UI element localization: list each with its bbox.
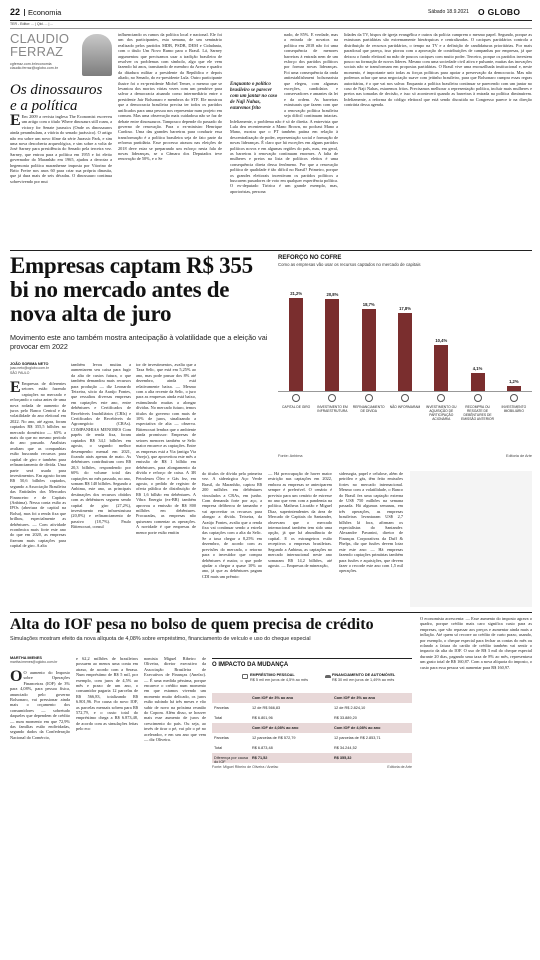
chart-bar <box>362 309 376 391</box>
dropcap: O <box>10 670 23 685</box>
row-label: Parcelas <box>214 736 229 740</box>
chart-value-label: 17,8% <box>399 305 411 311</box>
column-text-1 <box>10 114 112 246</box>
chart-source: Fonte: Anbima <box>278 454 303 458</box>
iof-text-2: e 62,2 milhões de brasileiros possuem ao menos uma conta em atraso, de acordo com a Serasa. Num empréstimo de R$ 5 mil, por exemplo, com juros de 4,5% ao mês e prazo de um ano, o consumidor pagaria 12 parcelas de R$ 566,83, totalizando R$ 6.801,96. Por causa do novo IOF, as parcelas mensais sobem para R$ 572,79, e o custo total do empréstimo chega a R$ 6.873,48, de acordo com as simulações feitas pelo eco <box>76 656 138 732</box>
iof-col1-title: EMPRÉSTIMO PESSOAL <box>250 673 295 677</box>
category-icon <box>292 394 300 402</box>
chart-baseline <box>278 391 532 392</box>
iof-col2-value: R$ 30 mil em juros de 1,49% ao mês <box>332 678 395 682</box>
row-value-car: R$ 34.244,52 <box>334 746 357 750</box>
table-row <box>212 723 412 733</box>
story-paragraph: Empresas de diferentes setores estão fazendo captações no mercado e reforçando o caixa antes de uma nova rodada de aumento de juros pelo Banco Central e da volatilidade do ano eleitoral em 2022. No ano, até agora, foram captados R$ 355,5 bilhões no mercado doméstico — 65% a mais do que no mesmo período do ano passado. Analistas avaliam que as companhias estão buscando recursos para capital de giro e também para refinanciamento de dívida. Uma parte será usada para investimentos. Em agosto foram R$ 50,6 bilhões captados, segundo a Associação Brasileira das Entidades dos Mercados Financeiro e de Capitais (Anbima). Nessa conta estão as IPOs (abertura de capital na Bolsa), mas foi a renda fixa que brilhou, especialmente as debêntures. — Com atividade econômica mais forte este ano do que em 2020, as empresas fizeram mais captações para capital de giro. A alta <box>10 381 66 549</box>
author-first-name: CLAUDIO <box>10 31 70 46</box>
chart-value-label: 18,7% <box>362 301 375 307</box>
chart-value-label: 1,2% <box>509 378 519 384</box>
row-label: Total <box>214 716 223 720</box>
column-title-2: e a política <box>10 98 78 114</box>
chart-subtitle: Como as empresas vão usar os recursos captados no mercado de capitais <box>278 262 421 267</box>
iof-table-source: Fonte: Miguel Ribeiro de Oliveira / Anefac <box>212 765 279 769</box>
page-header <box>10 7 532 21</box>
byline-name: JOÃO SORIMA NETO <box>10 362 49 366</box>
chart-category-label: INVESTIMENTO OU AQUISIÇÃO DE PARTICIPAÇÃO ACIONÁRIA <box>426 405 457 421</box>
byline-city: SÃO PAULO <box>10 371 30 375</box>
iof-headline: Alta do IOF pesa no bolso de quem precisa de crédito <box>10 616 374 633</box>
category-icon <box>474 394 482 402</box>
chart-title: REFORÇO NO COFRE <box>278 255 342 261</box>
chart-value-label: 20,8% <box>326 292 339 298</box>
column-title-1: Os dinossauros <box>10 82 103 98</box>
wallet-icon <box>242 674 248 679</box>
iof-text-3: nomista Miguel Ribeiro de Oliveira, diretor executivo da Associação Brasileira de Executivos de Finanças (Anefac). — É uma medida péssima, porque encarece o crédito num momento em que estamos vivendo um momento muito delicado, os juros estão subindo há três meses e vão subir de novo na próxima reunião do Copom. Além disso, se houver mais esse aumento de juros de crescimento do país. Ou seja, ao invés de tirar o pé, vai pôr o pé no acelerador, e em um ano que vem — diz Oliveira. <box>144 656 206 743</box>
story-text-1 <box>10 381 66 607</box>
row-value-loan: R$ 6.873,48 <box>252 746 273 750</box>
story-text-6: siderurgia, papel e celulose, além de petróleo e gás, têm feito emissões fortes no mercado internacional. Mesmo com a volatilidade, o Banco do Brasil fez uma captação externa de US$ 750 milhões na semana passada. Há algumas semanas, em três operações, as empresas brasileiras levantaram US$ 2,7 bilhões lá fora, afirmam os especialistas do Santander. Alexandre Pavanini, diretor de Finanças Corporativas da Duff & Phelps, diz que fusões devem lotar este este ano: — Há empresas fazendo captações primárias também para fusões e aquisições, que devem fazer o recorde este ano com 1,5 mil operações. <box>339 471 403 574</box>
row-value-loan: Com IOF de 4,08% ao ano <box>252 726 299 730</box>
category-icon <box>510 394 518 402</box>
chart-bar <box>471 373 485 391</box>
chart-category-label: INVESTIMENTO EM INFRAESTRUTURA <box>317 405 348 413</box>
chart-category-label: RECOMPRA OU RESGATE DE DEBÊNTURES DE EMISSÃO ANTERIOR <box>461 405 494 421</box>
chart-bar <box>289 298 303 391</box>
section-rule-1 <box>10 250 532 251</box>
author-last-name: FERRAZ <box>10 44 64 59</box>
iof-paragraph: O aumento do Imposto sobre Operações Financeiras (IOF) de 3% para 4,08%, para pessoa física, anunciado pelo governo Bolsonaro, vai pressionar ainda mais o orçamento dos consumidores — sobretudo daqueles que dependem de crédito — num momento em que 72,9% das famílias estão endividadas, segundo dados da Confederação Nacional do Comércio, <box>10 670 70 740</box>
header-divider <box>24 9 25 16</box>
column-text-4: lidades da TV, bispos de igreja evangélica e outros da polícia cumprem o mesmo papel. Segundo, porque as estruturas partidárias são extremamente hierárquicas e centralizadas. O caciques partidários controla a distribuição de recursos partidários, o tempo na TV e a definição de candidaturas prioritárias. Por mais paradoxal que pareça, isso piorou com a aprovação de contribuições de campanhas por empresas, já que deixou o fundo eleitoral na mão de poucos caciques com muito poder. Terceiro, porque os partidos investem pouco na formação de novos líderes. Mesmo com uma sociedade civil ativa e pulsante, muitas das inovações sociais não se transformam em propostas partidárias. O Brasil vive uma encruzilhada institucional e, neste momento, é importante unir todas as forças políticas para apoiar a preservação da democracia. Mas não podemos achar que uma negociação suave com jeitinho brasileiro, para que Bolsonaro cumpra essas regras autoritárias, é o que vai nos salvar. Enquanto a política brasileira continuar se parecendo com um jantar no caso de Naji Nahas, estaremos fritos. Precisamos melhorar a representação política, incluir mais mulheres e pretos nas tomadas de decisão, e isso só acontecerá quando as barreiras à entrada na política diminuírem. Infelizmente, a reforma do código eleitoral que está sendo discutida no Congresso parece ir na direção contrária dessa agenda. <box>344 32 532 108</box>
chart-value-label: 10,4% <box>435 338 448 344</box>
iof-col2-title: FINANCIAMENTO DE AUTOMÓVEL <box>332 673 396 677</box>
chart-category-label: NÃO INFORMARAM <box>389 405 421 409</box>
section-rule-2 <box>10 612 532 613</box>
iof-table-box <box>212 658 412 838</box>
logo: O GLOBO <box>478 7 521 17</box>
story-paragraph: também levou muitas a aumentarem seu caixa para fugir da alta de custos futura, o que também demandou mais recursos para produção — diz Leonardo Teixeira, sócio da Araújo Fontes, que ressaltou diversas empresas em captações este ano, entre debêntures e Certificados de Recebíveis Imobiliários (CRIs) e Certificados de Recebíveis do Agronegócio (CRAs). COMPANHIAS MENORES Com papéis de renda fixa, foram captados R$ 34,1 bilhões em agosto, o segundo melhor desempenho mensal em 2021, ficando atrás apenas de maio. As debêntures contribuíram com R$ 20,3 bilhões, respondendo por 60% do volume total das captações no mês passado, no ano, somam R$ 140 bilhões. Segundo a Anbima, este ano, as principais destinações dos recursos obtidos com as debêntures seguem sendo capital de giro (27,2%), investimento em infraestrutura (20,8%) e refinanciamento de passivo (18,7%). Paulo Bittencourt, consul <box>71 362 131 530</box>
iof-col2-header <box>332 673 412 682</box>
chart-bar <box>325 299 339 391</box>
column-paragraph: Em 2009 a revista inglesa The Economist escreveu um artigo com o título Where dinosaurs still roam, a victory for Senate jurassics (Onde os dinossauros ainda perambulam, a vitória do senado jurássico). O artigo não era sobre um novo filme da série Jurassic Park, e sim uma nova descoberta arqueológica, e sim sobre a volta de José Sarney para presidência do Senado pela terceira vez. Sarney, que entrou para a política em 1955 e foi eleito governador do Maranhão em 1965, ajudou a derrotar a hegemonia política maranhense imposta por Vitorino de Brito Freire nos anos 60 para criar sua própria dinastia, que já dura mais de seis décadas. O dinossauro continua sobrevivendo por mui <box>10 114 112 184</box>
story-text-5: — Há preocupação de haver maior restrição nas captações em 2022, embora as empresas se anteciparem sempre é preferível. O cenário é previsto para um cenário de estresse no ano que vem com a pandemia na política. Matheus Licarião e Miguel Diaz, superintendentes da área de Mercado de Capitais do Santander, observam que o mercado internacional também tem sido uma opção, já que há abundância de capital. E os estrangeiros estão receptivos a empresas brasileiras. Segundo a Anbima, as captações no mercado internacional neste ano somaram R$ 14,2 bilhões, até agosto. — Empresas de mineração, <box>268 471 332 568</box>
chart-bar <box>434 345 448 391</box>
header-date: Sábado 18.9.2021 <box>428 9 469 15</box>
row-value-loan: Com IOF de 3% ao ano <box>252 696 294 700</box>
dropcap: E <box>10 381 21 396</box>
table-row <box>212 703 412 713</box>
row-value-car: R$ 33.889,20 <box>334 716 357 720</box>
row-value-car: Com IOF de 4,08% ao ano <box>334 726 381 730</box>
chart-bar <box>398 313 412 391</box>
row-value-loan: R$ 71,52 <box>252 756 268 760</box>
byline-email: joao.neto@oglobo.com.br <box>10 366 49 370</box>
iof-byline <box>10 656 70 664</box>
column-text-2: influenciando os rumos da política local e nacional. Ele foi um dos participantes, esta semana, de um seminário realizado pelos partidos MDB, PSDB, DEM e Cidadania, com o título Um Novo Rumo para o Brasil. Lá, Sarney argumentou que precisamos usar a tradição brasileira de resolver os problemas com símbolo, algo que ele vem fazendo há anos, transitando de membro da Arena e quadro da ditadura militar a presidente da República e depois aliado, no Senado, do ex-presidente Lula. Outro participante ilustre foi o ex-presidente Michel Temer, o mesmo que se levantou dos mortos várias vezes com um pendrive para salvar a democracia atuando como intermediário entre o presidente Jair Bolsonaro e membros do STF. Ele mostrou que a democracia brasileira precisa ter todos os partidos unificados para uma pessoa nos representar num projeto em comum. Mas uma observação mais cuidadosa não se faz de debate entre dinossauros. Tampouco depende do passado do governo de renovação. Para o ex-ministro Henrique Cardoso. Uma das grandes barreiras para conduzir essa transformação é a política brasileira seja de fato parte da reforma partidária. Esse processo atrasou nas eleições de 2018 deve estar se preparando um esforço nesta fala de novas lideranças, se a Câmara dos Deputados teve renovação de 50%, e o Se <box>118 32 222 162</box>
author-site: cgferraz.com.br/economia <box>10 62 52 66</box>
main-byline <box>10 362 50 375</box>
row-label: Parcelas <box>214 706 229 710</box>
row-value-car: R$ 355,32 <box>334 756 352 760</box>
chart-credit: Editoria de Arte <box>506 454 532 458</box>
author-photo <box>82 34 112 76</box>
chart-category-label: REFINANCIAMENTO DE DÍVIDA <box>352 405 385 413</box>
chart-value-label: 4,1% <box>472 365 483 371</box>
chart-category-label: INVESTIMENTO IMOBILIÁRIO <box>501 405 527 413</box>
category-icon <box>437 394 445 402</box>
column-paragraph: nado, de 85%. E verdade, mas a entrada de novatos na política em 2018 não foi uma consequência de menores barreiras à entrada nem de um esforço dos partidos políticos por formar novas lideranças. Foi uma consequência da onda antiestablishment bolsonarista que elegeu, com algumas exceções, candidatos e conservadores e amantes da lei e da ordem. As barreiras estruturais que fazem com que a renovação política brasileira seja difícil continuam intactas. Infelizmente, o problema não é só de direita. A entrevista que Lula deu recentemente a Mano Brown, no podcast Mano a Mano, mostra que o PT também patina em relação à descentralização de poder, representação social e formação de novas lideranças. É claro que há exceções em alguns partidos políticos novos e em algumas regiões do país, mas, em geral, as barreiras à renovação continuam enormes. A falta de mulheres e pretos na lista de políticos eleitos é uma consequência direta dessa fenômeno. Por que a renovação política de qualidade é tão difícil no Brasil? Primeiro, porque os grandes eleitorais incentivam os partidos políticos a buscarem puxadores de voto em qualquer experiência política. O ex-deputado Tiririca é um grande exemplo, mas, aportoristas, persona <box>230 32 338 194</box>
category-icon <box>328 394 336 402</box>
header-rule <box>10 20 532 21</box>
credits-line: TER - Editor: ... | Qtd. ... | ... <box>10 22 54 26</box>
column-text-3 <box>230 32 338 246</box>
chart-plot <box>278 273 532 443</box>
iof-table-title: O IMPACTO DA MUDANÇA <box>212 662 289 668</box>
byline-name: MARTHA IMENES <box>10 656 42 660</box>
author-email: claudio.ferraz@oglobo.com.br <box>10 66 58 70</box>
iof-subhead: Simulações mostram efeito da nova alíquota de 4,08% sobre empréstimo, financiamento de veículo e uso do cheque especial <box>10 636 311 642</box>
row-value-loan: 12 de R$ 566,83 <box>252 706 281 710</box>
chart-category-label: CAPITAL DE GIRO <box>282 405 311 409</box>
row-value-car: 12 de R$ 2.824,10 <box>334 706 366 710</box>
main-headline: Empresas captam R$ 355 bi no mercado antes de nova alta de juro <box>10 253 253 326</box>
iof-col1-header <box>250 673 326 682</box>
story-text-2 <box>71 362 131 607</box>
row-value-loan: 12 parcelas de R$ 572,79 <box>252 736 296 740</box>
iof-table-credit: Editoria de Arte <box>387 765 412 769</box>
table-row <box>212 743 412 753</box>
byline-email: martha.imenes@oglobo.com.br <box>10 660 58 664</box>
row-label: Diferença por causa do IOF <box>214 756 248 764</box>
iof-text-4: O economista acrescenta: — Esse aumento do imposto agrava o quadro, porque crédito mais caro significa custo para as empresas, que vão repassar aos preços e aumentar ainda mais a inflação. Até quem só recorre ao crédito de curto prazo, usando, por exemplo, o cheque especial para fechar as contas do mês ou rolando a fatura do cartão de crédito também vai sentir o impacto da alta do IOF. O uso de R$ 3 mil do cheque especial durante 20 dias, pagando uma taxa de 8% ao mês, representava um gasto total de R$ 160,87. Com a nova alíquota do imposto, o custo para essa pessoa vai aumentar para R$ 160,97. <box>420 616 532 670</box>
table-row <box>212 753 412 763</box>
row-value-car: 12 parcelas de R$ 2.853,71 <box>334 736 381 740</box>
pull-quote: Enquanto o político brasileiro se parecer com um jantar no caso de Naji Nahas, estaremos frito <box>230 82 278 111</box>
category-icon <box>401 394 409 402</box>
iof-col1-value: R$ 5 mil em juros de 4,5% ao mês <box>250 678 309 682</box>
car-icon <box>325 675 331 678</box>
main-subhead: Movimento este ano também mostra antecipação à volatilidade que a eleição vai provocar em 2022 <box>10 333 268 351</box>
section-name: Economia <box>28 8 62 17</box>
row-value-loan: R$ 6.801,96 <box>252 716 273 720</box>
story-text-3: tor de investimentos, avalia que a Taxa Selic, que está em 5,25% ao ano, mas pode passar dos 8% até dezembro, ainda está relativamente baixa. — Mesmo com a alta recente da Selic, o juro para as empresas ainda está baixo, estimulando muitas a alongar dívidas. No mercado futuro, temos títulos do governo com mais de 10% de juros, sinalizando a expectativa de alta — observa. Bittencourt lembra que o ambiente ainda promissor: Empresas de setores menores também se Selic maior encarece as captações. Entre as empresas está a Via (antiga Via Varejo), que aproveitou este mês a emissão de R$ 1 bilhão em debêntures, para alongamento da dívida e reforço de caixa. A 3R Petroleum Óleo e Gás fez, em agosto, o pedido de registro de oferta pública de distribuição de R$ 1,6 bilhão em debêntures. A Vibra Energia (ex-BR) também aprovou a emissão de R$ 800 milhões em debêntures. Procuradas, as empresas não quiseram comentar as operações. A novidade é que empresas de menor porte estão emitin <box>136 362 196 535</box>
story-text-4: do títulos de dívida pela primeira vez. A siderúrgica Aço Verde Brasil, do Maranhão, captou R$ 200 milhões em debêntures vinculados a CRAs, em junho. Com demanda forte por aço, a empresa deliberou de tamanho e vai aproveitar os recursos para alongar a dívida. Teixeira, da Araújo Fontes, avalia que a renda fixa vai continuar sendo a estrela das captações com a alta da Selic. Se a taxa chegar a 8,25% em dezembro, de acordo com as previsões do mercado, o retorno para o investidor que compra debêntures é maior, o que pode ajudar a chegar a quase 10% ao ano, já que as debêntures pagam CDI mais um prêmio: <box>202 471 262 579</box>
iof-text-1 <box>10 670 70 950</box>
dropcap: E <box>10 114 21 129</box>
table-row <box>212 733 412 743</box>
chart-box <box>278 255 532 465</box>
table-row <box>212 693 412 703</box>
credits-rule <box>10 28 532 29</box>
table-row <box>212 713 412 723</box>
page-number: 22 <box>10 7 21 17</box>
row-label: Total <box>214 746 223 750</box>
category-icon <box>365 394 373 402</box>
row-value-car: Com IOF de 3% ao ano <box>334 696 376 700</box>
ad-space <box>410 471 532 607</box>
chart-value-label: 21,2% <box>290 290 303 296</box>
